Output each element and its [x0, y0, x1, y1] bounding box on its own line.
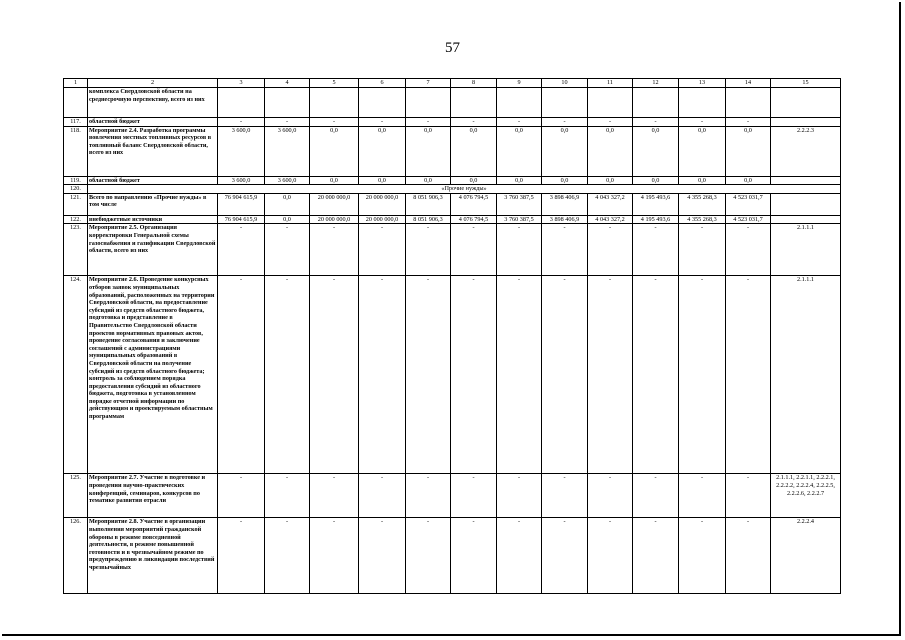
value-cell: -: [359, 518, 406, 594]
row-description: областной бюджет: [88, 118, 218, 127]
value-cell: -: [588, 474, 633, 518]
value-cell: -: [218, 276, 265, 474]
row-description: Мероприятие 2.7. Участие в подготовке и проведении научно-практических конференций, семинаров, конкурсов по тематике развития отрасли: [88, 474, 218, 518]
value-cell: -: [218, 474, 265, 518]
target-code: [771, 176, 841, 185]
value-cell: -: [726, 276, 771, 474]
value-cell: -: [359, 474, 406, 518]
value-cell: [726, 88, 771, 118]
value-cell: -: [542, 224, 588, 276]
row-description: Мероприятие 2.5. Организация корректировки Генеральной схемы газоснабжения и газификации Свердловской области, всего из них: [88, 224, 218, 276]
value-cell: -: [542, 518, 588, 594]
value-cell: -: [310, 518, 359, 594]
value-cell: -: [588, 518, 633, 594]
value-cell: -: [633, 118, 679, 127]
value-cell: -: [679, 474, 726, 518]
value-cell: -: [359, 224, 406, 276]
value-cell: -: [265, 518, 310, 594]
header-cell: 7: [406, 79, 451, 88]
header-cell: 11: [588, 79, 633, 88]
value-cell: 0,0: [726, 176, 771, 185]
value-cell: -: [218, 224, 265, 276]
table-row: [64, 215, 841, 224]
value-cell: 0,0: [542, 126, 588, 176]
value-cell: [310, 88, 359, 118]
value-cell: -: [633, 224, 679, 276]
value-cell: 0,0: [265, 193, 310, 215]
value-cell: 0,0: [588, 126, 633, 176]
value-cell: -: [679, 518, 726, 594]
value-cell: -: [406, 118, 451, 127]
value-cell: -: [310, 118, 359, 127]
value-cell: -: [406, 474, 451, 518]
value-cell: -: [633, 276, 679, 474]
value-cell: 4 076 794,5: [451, 193, 497, 215]
value-cell: 3 898 406,9: [542, 193, 588, 215]
header-cell: 12: [633, 79, 679, 88]
table-row: [64, 276, 841, 474]
header-cell: 4: [265, 79, 310, 88]
value-cell: 0,0: [679, 126, 726, 176]
target-code: [771, 193, 841, 215]
header-cell: 15: [771, 79, 841, 88]
value-cell: -: [406, 224, 451, 276]
value-cell: 0,0: [310, 126, 359, 176]
value-cell: 0,0: [633, 176, 679, 185]
table-row: [64, 176, 841, 185]
row-description: внебюджетные источники: [88, 215, 218, 224]
value-cell: -: [726, 474, 771, 518]
value-cell: [633, 88, 679, 118]
value-cell: -: [265, 118, 310, 127]
value-cell: 4 355 268,3: [679, 215, 726, 224]
value-cell: [265, 88, 310, 118]
header-cell: 6: [359, 79, 406, 88]
value-cell: 3 898 406,9: [542, 215, 588, 224]
value-cell: -: [497, 224, 542, 276]
value-cell: 4 076 794,5: [451, 215, 497, 224]
value-cell: 20 000 000,0: [359, 215, 406, 224]
header-cell: 13: [679, 79, 726, 88]
value-cell: 4 523 031,7: [726, 193, 771, 215]
header-cell: 1: [64, 79, 88, 88]
value-cell: [679, 88, 726, 118]
value-cell: -: [633, 474, 679, 518]
target-code: 2.1.1.1, 2.2.1.1, 2.2.2.1, 2.2.2.2, 2.2.2.4, 2.2.2.5, 2.2.2.6, 2.2.2.7: [771, 474, 841, 518]
table-row: [64, 224, 841, 276]
value-cell: -: [310, 276, 359, 474]
target-code: [771, 118, 841, 127]
value-cell: -: [406, 518, 451, 594]
value-cell: -: [588, 118, 633, 127]
value-cell: 4 195 493,6: [633, 193, 679, 215]
value-cell: -: [451, 518, 497, 594]
value-cell: 0,0: [633, 126, 679, 176]
value-cell: 0,0: [588, 176, 633, 185]
value-cell: -: [310, 224, 359, 276]
value-cell: -: [359, 118, 406, 127]
row-number: 126.: [64, 518, 88, 594]
header-cell: 10: [542, 79, 588, 88]
value-cell: [218, 88, 265, 118]
target-code: [771, 88, 841, 118]
row-description: Мероприятие 2.4. Разработка программы вовлечения местных топливных ресурсов в топливный баланс Свердловской области, всего из них: [88, 126, 218, 176]
page-number: 57: [445, 40, 460, 56]
row-description: Мероприятие 2.6. Проведение конкурсных отборов заявок муниципальных образований, расположенных на территории Свердловской области, на предоставление субсидий из средств областного бюджета, подготовка и представление в Правительство Свердловской области проектов нормативных правовых актов, проведение согласования и заключение соглашений с администрациями муниципальных образований в Свердловской области на получение субсидий из средств областного бюджета; контроль за соблюдением порядка предоставления субсидий из областного бюджета, подготовка в установленном порядке отчетной информации по действующим и проектируемым областным программам: [88, 276, 218, 474]
value-cell: -: [726, 118, 771, 127]
value-cell: -: [588, 276, 633, 474]
value-cell: 20 000 000,0: [310, 215, 359, 224]
value-cell: [497, 88, 542, 118]
row-number: 125.: [64, 474, 88, 518]
header-cell: 2: [88, 79, 218, 88]
value-cell: [406, 88, 451, 118]
value-cell: 0,0: [310, 176, 359, 185]
row-number: 120.: [64, 185, 88, 194]
value-cell: 76 904 615,9: [218, 193, 265, 215]
header-cell: 3: [218, 79, 265, 88]
header-cell: 9: [497, 79, 542, 88]
value-cell: 20 000 000,0: [310, 193, 359, 215]
row-number: 117.: [64, 118, 88, 127]
value-cell: -: [633, 518, 679, 594]
value-cell: 3 760 387,5: [497, 215, 542, 224]
value-cell: -: [265, 276, 310, 474]
value-cell: 0,0: [406, 126, 451, 176]
value-cell: -: [497, 276, 542, 474]
value-cell: 0,0: [359, 126, 406, 176]
table-row: [64, 474, 841, 518]
value-cell: 0,0: [359, 176, 406, 185]
data-table: [63, 78, 841, 594]
table-row: [64, 126, 841, 176]
table-row: [64, 518, 841, 594]
value-cell: 8 051 906,3: [406, 193, 451, 215]
row-description: Всего по направлению «Прочие нужды» в том числе: [88, 193, 218, 215]
value-cell: 0,0: [679, 176, 726, 185]
section-title: «Прочие нужды»: [88, 185, 841, 194]
row-number: 118.: [64, 126, 88, 176]
row-description: комплекса Свердловской области на среднесрочную перспективу, всего из них: [88, 88, 218, 118]
table-row: [64, 118, 841, 127]
value-cell: 4 355 268,3: [679, 193, 726, 215]
target-code: 2.1.1.1: [771, 224, 841, 276]
value-cell: -: [359, 276, 406, 474]
value-cell: [359, 88, 406, 118]
value-cell: 0,0: [542, 176, 588, 185]
value-cell: -: [451, 118, 497, 127]
target-code: [771, 215, 841, 224]
value-cell: -: [497, 118, 542, 127]
value-cell: 4 043 327,2: [588, 193, 633, 215]
value-cell: 0,0: [406, 176, 451, 185]
value-cell: 4 195 493,6: [633, 215, 679, 224]
value-cell: -: [265, 474, 310, 518]
value-cell: -: [451, 276, 497, 474]
value-cell: 3 600,0: [265, 126, 310, 176]
value-cell: 3 600,0: [218, 126, 265, 176]
value-cell: -: [679, 118, 726, 127]
value-cell: 0,0: [451, 126, 497, 176]
value-cell: 0,0: [726, 126, 771, 176]
row-number: 119.: [64, 176, 88, 185]
value-cell: 76 904 615,9: [218, 215, 265, 224]
value-cell: 3 760 387,5: [497, 193, 542, 215]
value-cell: 4 523 031,7: [726, 215, 771, 224]
value-cell: 4 043 327,2: [588, 215, 633, 224]
table-row: [64, 185, 841, 194]
value-cell: -: [265, 224, 310, 276]
header-cell: 8: [451, 79, 497, 88]
table-row: [64, 193, 841, 215]
value-cell: -: [679, 224, 726, 276]
value-cell: -: [588, 224, 633, 276]
value-cell: [451, 88, 497, 118]
value-cell: -: [406, 276, 451, 474]
value-cell: 0,0: [265, 215, 310, 224]
value-cell: 3 600,0: [218, 176, 265, 185]
value-cell: 0,0: [497, 176, 542, 185]
value-cell: 20 000 000,0: [359, 193, 406, 215]
table-row: [64, 88, 841, 118]
value-cell: -: [542, 118, 588, 127]
value-cell: -: [679, 276, 726, 474]
value-cell: -: [451, 474, 497, 518]
value-cell: -: [497, 518, 542, 594]
target-code: 2.1.1.1: [771, 276, 841, 474]
value-cell: 8 051 906,3: [406, 215, 451, 224]
value-cell: 0,0: [497, 126, 542, 176]
row-description: областной бюджет: [88, 176, 218, 185]
value-cell: -: [542, 474, 588, 518]
header-row: [64, 79, 841, 88]
value-cell: -: [542, 276, 588, 474]
header-cell: 5: [310, 79, 359, 88]
value-cell: [588, 88, 633, 118]
value-cell: -: [218, 118, 265, 127]
value-cell: -: [451, 224, 497, 276]
target-code: 2.2.2.3: [771, 126, 841, 176]
value-cell: -: [726, 224, 771, 276]
value-cell: -: [497, 474, 542, 518]
row-description: Мероприятие 2.8. Участие в организации выполнения мероприятий гражданской обороны в режиме повседневной деятельности, в режиме повышенной готовности и в чрезвычайном режиме по предупреждению и ликвидации последствий чрезвычайных: [88, 518, 218, 594]
row-number: 121.: [64, 193, 88, 215]
row-number: 122.: [64, 215, 88, 224]
value-cell: -: [726, 518, 771, 594]
header-cell: 14: [726, 79, 771, 88]
value-cell: [542, 88, 588, 118]
value-cell: 0,0: [451, 176, 497, 185]
value-cell: -: [310, 474, 359, 518]
target-code: 2.2.2.4: [771, 518, 841, 594]
row-number: 123.: [64, 224, 88, 276]
row-number: [64, 88, 88, 118]
row-number: 124.: [64, 276, 88, 474]
value-cell: 3 600,0: [265, 176, 310, 185]
value-cell: -: [218, 518, 265, 594]
